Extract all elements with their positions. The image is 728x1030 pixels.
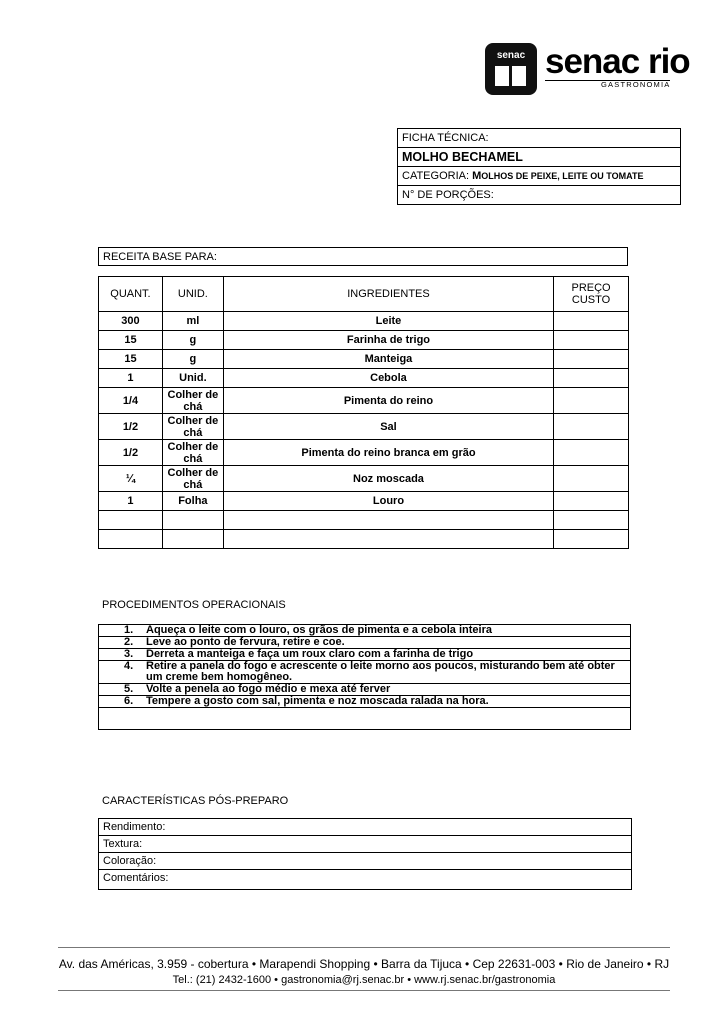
list-item: 5. Volte a penela ao fogo médio e mexa até ferver xyxy=(98,684,631,696)
table-row xyxy=(99,369,629,388)
cell-quant: 1 xyxy=(99,492,163,511)
list-item: 4. Retire a panela do fogo e acrescente o leite morno aos poucos, misturando bem até obter um creme bem homogêneo. xyxy=(98,661,631,684)
cell-quant: 1/2 xyxy=(99,414,163,440)
list-item: 3. Derreta a manteiga e faça um roux claro com a farinha de trigo xyxy=(98,649,631,661)
cell-ingrediente: Sal xyxy=(223,414,553,440)
cell-ingrediente: Pimenta do reino xyxy=(223,388,553,414)
cell-quant: 1/2 xyxy=(99,440,163,466)
coloracao-field: Coloração: xyxy=(99,853,631,870)
categoria-initial: M xyxy=(472,170,482,182)
cell-unid: Colher de chá xyxy=(162,414,223,440)
cell-unid: Colher de chá xyxy=(162,388,223,414)
table-row xyxy=(99,440,629,466)
footer-rule-bottom xyxy=(58,990,670,991)
comentarios-field: Comentários: xyxy=(103,872,169,884)
cell-unid: ml xyxy=(162,312,223,331)
porcoes-line: N° DE PORÇÕES: xyxy=(402,189,494,201)
list-item: 1. Aqueça o leite com o louro, os grãos de pimenta e a cebola inteira xyxy=(98,625,631,637)
table-row xyxy=(99,414,629,440)
cell-preco xyxy=(554,492,629,511)
header-preco-custo: PREÇO CUSTO xyxy=(554,277,629,312)
textura-field: Textura: xyxy=(99,836,631,853)
logo-name: senac rio xyxy=(545,42,690,81)
table-row-empty xyxy=(99,511,629,530)
cell-unid: Folha xyxy=(162,492,223,511)
table-row xyxy=(99,388,629,414)
cell-ingrediente: Farinha de trigo xyxy=(223,331,553,350)
table-row xyxy=(99,312,629,331)
cell-quant: ¼ xyxy=(99,466,163,492)
cell-preco xyxy=(554,369,629,388)
cell-quant: 1/4 xyxy=(99,388,163,414)
cell-ingrediente: Cebola xyxy=(223,369,553,388)
cell-ingrediente: Pimenta do reino branca em grão xyxy=(223,440,553,466)
table-row xyxy=(99,492,629,511)
footer-contact: Tel.: (21) 2432-1600 • gastronomia@rj.senac.br • www.rj.senac.br/gastronomia xyxy=(172,974,556,986)
list-item: 2. Leve ao ponto de fervura, retire e coe. xyxy=(98,637,631,649)
caracteristicas-title: CARACTERÍSTICAS PÓS-PREPARO xyxy=(102,795,289,807)
categoria-value: OLHOS DE PEIXE, LEITE OU TOMATE xyxy=(481,171,644,181)
cell-preco xyxy=(554,440,629,466)
categoria-label: CATEGORIA: xyxy=(402,170,473,182)
cell-unid: Unid. xyxy=(162,369,223,388)
ficha-tecnica-box xyxy=(397,128,681,205)
cell-preco xyxy=(554,331,629,350)
cell-unid: Colher de chá xyxy=(162,440,223,466)
logo-subtitle: GASTRONOMIA xyxy=(601,80,671,89)
cell-quant: 1 xyxy=(99,369,163,388)
ingredients-table xyxy=(98,276,629,549)
cell-preco xyxy=(554,414,629,440)
caracteristicas-box xyxy=(98,818,632,890)
table-row xyxy=(99,350,629,369)
receita-base-label: RECEITA BASE PARA: xyxy=(98,247,628,266)
cell-quant: 15 xyxy=(99,350,163,369)
cell-preco xyxy=(554,388,629,414)
procedimentos-title: PROCEDIMENTOS OPERACIONAIS xyxy=(102,599,286,611)
logo-badge-text: senac xyxy=(496,50,526,61)
cell-ingrediente: Louro xyxy=(223,492,553,511)
table-row-empty xyxy=(99,530,629,549)
recipe-title: MOLHO BECHAMEL xyxy=(398,148,680,167)
list-item: 6. Tempere a gosto com sal, pimenta e noz moscada ralada na hora. xyxy=(98,696,631,708)
ingredients-header-row xyxy=(99,277,629,312)
header-ingredientes: INGREDIENTES xyxy=(223,277,553,312)
table-row xyxy=(99,466,629,492)
cell-quant: 300 xyxy=(99,312,163,331)
cell-unid: g xyxy=(162,331,223,350)
footer-rule-top xyxy=(58,947,670,948)
table-row xyxy=(99,331,629,350)
ficha-label: FICHA TÉCNICA: xyxy=(398,129,680,148)
procedimentos-list xyxy=(98,625,631,708)
logo-block-left xyxy=(495,66,509,86)
cell-quant: 15 xyxy=(99,331,163,350)
cell-ingrediente: Leite xyxy=(223,312,553,331)
cell-ingrediente: Manteiga xyxy=(223,350,553,369)
cell-ingrediente: Noz moscada xyxy=(223,466,553,492)
logo-block-right xyxy=(512,66,526,86)
cell-preco xyxy=(554,350,629,369)
rendimento-field: Rendimento: xyxy=(99,819,631,836)
senac-logo-badge xyxy=(485,43,537,95)
cell-preco xyxy=(554,312,629,331)
header-unid: UNID. xyxy=(162,277,223,312)
cell-preco xyxy=(554,466,629,492)
categoria-line xyxy=(398,167,680,186)
footer-address: Av. das Américas, 3.959 - cobertura • Marapendi Shopping • Barra da Tijuca • Cep 22631-003 • Rio de Janeiro • RJ xyxy=(58,957,670,971)
cell-unid: g xyxy=(162,350,223,369)
cell-unid: Colher de chá xyxy=(162,466,223,492)
header-quant: QUANT. xyxy=(99,277,163,312)
